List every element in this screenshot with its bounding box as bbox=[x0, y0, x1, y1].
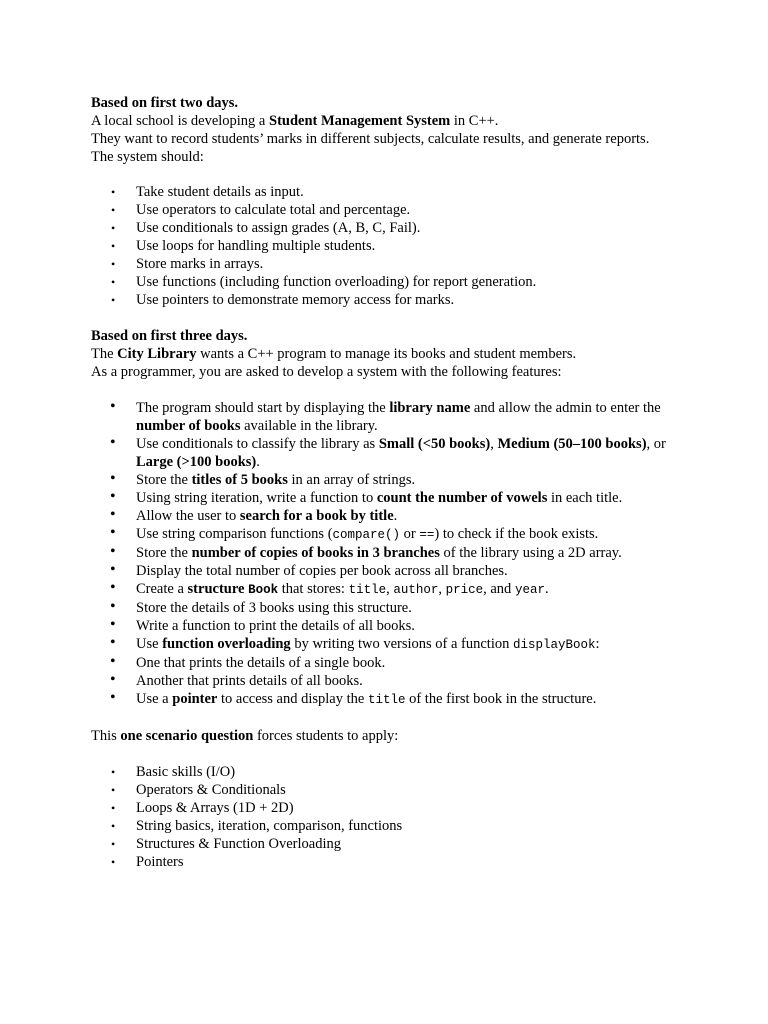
section3-list bbox=[91, 763, 691, 871]
section2-list bbox=[91, 399, 691, 709]
list-item: • The program should start by displaying the library name and allow the admin to enter the number of books available in the library. bbox=[91, 399, 691, 435]
section1-list bbox=[91, 183, 691, 309]
list-item: • Another that prints details of all books. bbox=[91, 672, 691, 690]
list-item: • Use a pointer to access and display the title of the first book in the structure. bbox=[91, 690, 691, 709]
list-item: • Operators & Conditionals bbox=[91, 781, 691, 799]
list-item: • Basic skills (I/O) bbox=[91, 763, 691, 781]
list-item: • One that prints the details of a single book. bbox=[91, 654, 691, 672]
list-item: • Use functions (including function overloading) for report generation. bbox=[91, 273, 691, 291]
section1-heading: Based on first two days. bbox=[91, 95, 239, 111]
list-item: • String basics, iteration, comparison, functions bbox=[91, 817, 691, 835]
list-item: • Structures & Function Overloading bbox=[91, 835, 691, 853]
list-item: • Store the titles of 5 books in an array of strings. bbox=[91, 471, 691, 489]
list-item: • Use operators to calculate total and percentage. bbox=[91, 201, 691, 219]
list-item: • Use conditionals to classify the library as Small (<50 books), Medium (50–100 books), or Large (>100 books). bbox=[91, 435, 691, 471]
list-item: • Use conditionals to assign grades (A, B, C, Fail). bbox=[91, 219, 691, 237]
list-item: • Store the details of 3 books using this structure. bbox=[91, 599, 691, 617]
list-item: • Display the total number of copies per book across all branches. bbox=[91, 562, 691, 580]
section1-intro: A local school is developing a Student Management System in C++. bbox=[91, 113, 499, 129]
list-item: • Allow the user to search for a book by title. bbox=[91, 507, 691, 525]
list-item: • Using string iteration, write a function to count the number of vowels in each title. bbox=[91, 489, 691, 507]
list-item: • Write a function to print the details of all books. bbox=[91, 617, 691, 635]
list-item: • Store marks in arrays. bbox=[91, 255, 691, 273]
section3-intro: This one scenario question forces students to apply: bbox=[91, 728, 399, 744]
section1-line2: They want to record students’ marks in different subjects, calculate results, and generate reports. bbox=[91, 131, 650, 147]
list-item: • Use loops for handling multiple students. bbox=[91, 237, 691, 255]
list-item: • Create a structure Book that stores: title, author, price, and year. bbox=[91, 580, 691, 599]
document-page bbox=[91, 94, 691, 871]
list-item: • Store the number of copies of books in 3 branches of the library using a 2D array. bbox=[91, 544, 691, 562]
list-item: • Use string comparison functions (compare() or ==) to check if the book exists. bbox=[91, 525, 691, 544]
list-item: • Take student details as input. bbox=[91, 183, 691, 201]
section2-intro: The City Library wants a C++ program to manage its books and student members. bbox=[91, 346, 577, 362]
list-item: • Pointers bbox=[91, 853, 691, 871]
list-item: • Loops & Arrays (1D + 2D) bbox=[91, 799, 691, 817]
list-item: • Use function overloading by writing two versions of a function displayBook: bbox=[91, 635, 691, 654]
section2-heading: Based on first three days. bbox=[91, 328, 248, 344]
list-item: • Use pointers to demonstrate memory access for marks. bbox=[91, 291, 691, 309]
section2-line2: As a programmer, you are asked to develop a system with the following features: bbox=[91, 364, 562, 380]
section1-line3: The system should: bbox=[91, 149, 204, 165]
